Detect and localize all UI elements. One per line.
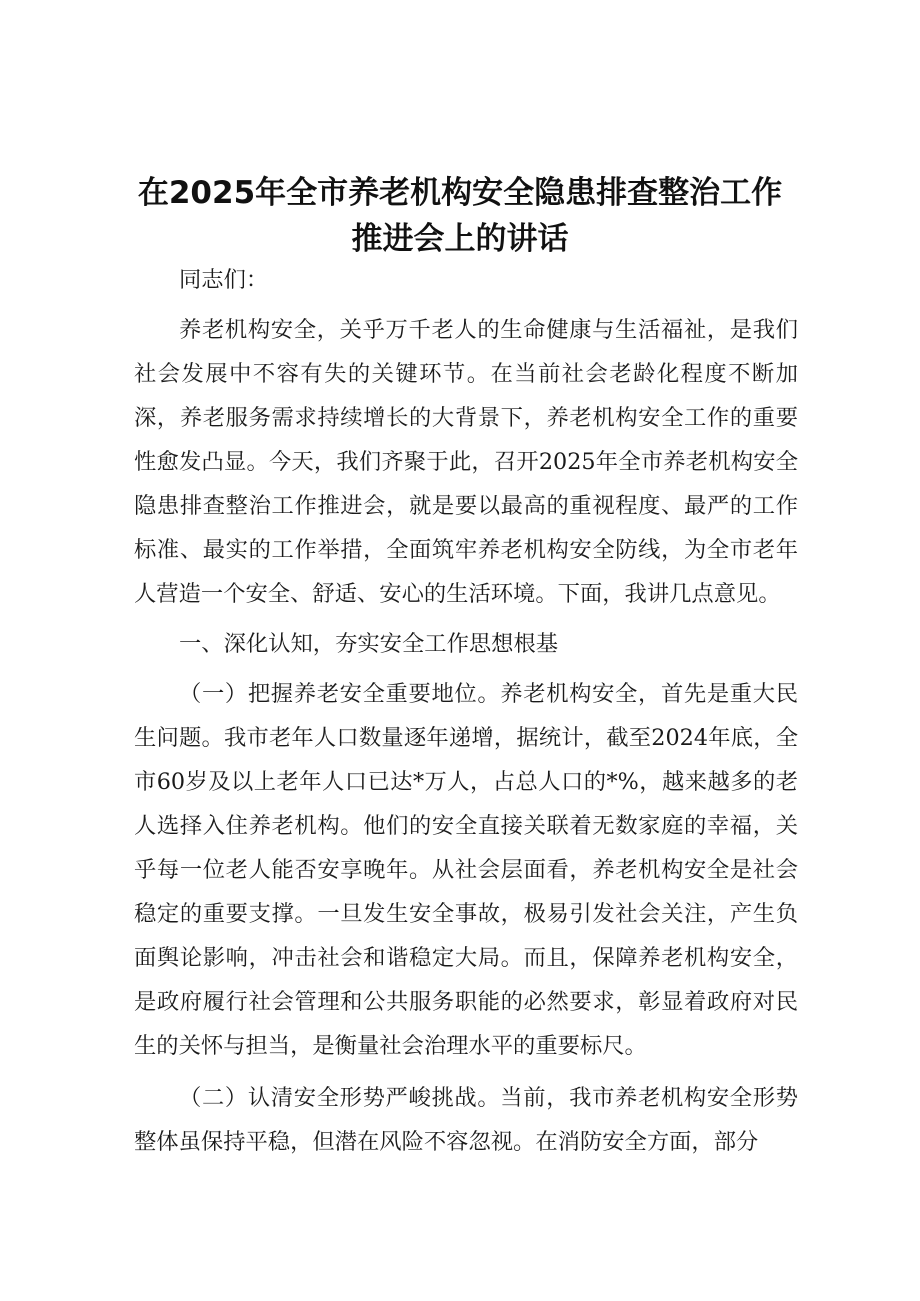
subsection-2-paragraph: （二）认清安全形势严峻挑战。当前，我市养老机构安全形势整体虽保持平稳，但潜在风险不容忽视。在消防安全方面，部分 <box>134 1085 798 1155</box>
section-1-heading: 一、深化认知，夯实安全工作思想根基 <box>179 631 559 657</box>
document-title-line-1: 在2025年全市养老机构安全隐患排查整治工作 <box>137 175 783 211</box>
intro-paragraph: 养老机构安全，关乎万千老人的生命健康与生活福祉，是我们社会发展中不容有失的关键环节。在当前社会老龄化程度不断加深，养老服务需求持续增长的大背景下，养老机构安全工作的重要性愈发凸显。今天，我们齐聚于此，召开2025年全市养老机构安全隐患排查整治工作推进会，就是要以最高的重视程度、最严的工作标准、最实的工作举措，全面筑牢养老机构安全防线，为全市老年人营造一个安全、舒适、安心的生活环境。下面，我讲几点意见。 <box>134 317 798 607</box>
salutation: 同志们： <box>179 267 269 293</box>
subsection-1-paragraph: （一）把握养老安全重要地位。养老机构安全，首先是重大民生问题。我市老年人口数量逐年递增，据统计，截至2024年底，全市60岁及以上老年人口已达*万人，占总人口的*%，越来越多的老人选择入住养老机构。他们的安全直接关联着无数家庭的幸福，关乎每一位老人能否安享晚年。从社会层面看，养老机构安全是社会稳定的重要支撑。一旦发生安全事故，极易引发社会关注，产生负面舆论影响，冲击社会和谐稳定大局。而且，保障养老机构安全，是政府履行社会管理和公共服务职能的必然要求，彰显着政府对民生的关怀与担当，是衡量社会治理水平的重要标尺。 <box>134 681 798 1059</box>
document-body <box>134 258 798 1164</box>
document-title-line-2: 推进会上的讲话 <box>351 221 569 257</box>
spacer <box>134 1068 798 1076</box>
